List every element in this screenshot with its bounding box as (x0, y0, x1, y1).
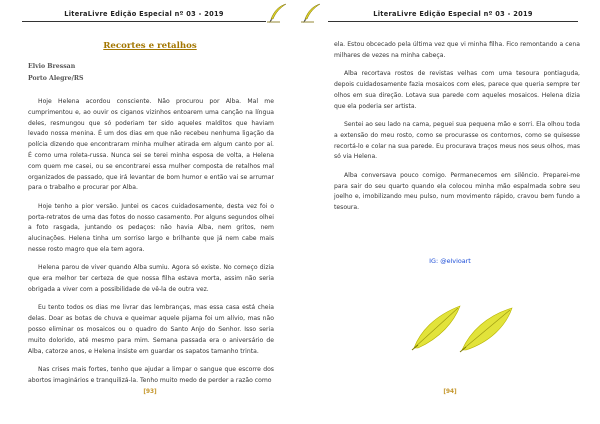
paragraph: Hoje Helena acordou consciente. Não procurou por Alba. Mal me cumprimentou e, ao ouvir os ciganos vizinhos entoarem uma canção na língua deles, resmungou que só poderiam ter sido aqueles malditos que haviam levado nossa menina. É um dos dias em que não recebeu nenhuma ligação da polícia dizendo que encontraram minha mulher atirada em algum canto por aí. É como uma roleta-russa. Nunca sei se terei minha esposa de volta, a Helena com quem me casei, ou se encontrarei essa mulher composta de retalhos mal organizados de passado, que irá levantar de bom humor e então vai se arrumar para o trabalho e procurar por Alba. (28, 98, 274, 192)
feather-icon (410, 302, 464, 352)
paragraph: Alba conversava pouco comigo. Permanecemos em silêncio. Preparei-me para sair do seu quarto quando ela colocou minha mão espalmada sobre seu joelho e, imobilizando meu pulso, num movimento rápido, cravou bem fundo a tesoura. (334, 171, 580, 212)
paragraph: Helena parou de viver quando Alba sumiu. Agora só existe. No começo dizia que era melhor ter certeza de que nossa filha estava morta, assim não seria obrigada a viver com a possibilidade de vê-la de outra vez. (28, 264, 274, 293)
feather-icon (458, 304, 516, 354)
header-title: LiteraLivre Edição Especial nº 03 - 2019 (373, 10, 533, 18)
header-rule (328, 21, 578, 22)
quill-pen-icon (300, 2, 322, 24)
right-page (300, 0, 600, 424)
paragraph: Eu tento todos os dias me livrar das lembranças, mas essa casa está cheia delas. Doar as botas de chuva e queimar aquele pijama foi um alívio, mas não posso eliminar os mosaicos ou o quadro do Santo Anjo do Senhor. Isso seria muito dolorido, até mesmo para mim. Semana passada era o aniversário de Alba, catorze anos, e Helena insiste em guardar os sapatos tamanho trinta. (28, 304, 274, 355)
header-rule (22, 21, 266, 22)
article-body-left (28, 97, 274, 394)
page-number: [94] (443, 389, 457, 395)
instagram-handle[interactable]: IG: @elvioart (429, 257, 471, 265)
paragraph: Hoje tenho a pior versão. Juntei os cacos cuidadosamente, desta vez foi o porta-retratos de uma das fotos do nosso casamento. Por alguns segundos olhei a foto rasgada, juntando os pedaços: não havia Alba, nem gritos, nem alucinações. Helena tinha um sorriso largo e brilhante que já nem cabe mais nesse rosto magro que ela tem agora. (28, 202, 274, 253)
header-title: LiteraLivre Edição Especial nº 03 - 2019 (64, 10, 224, 18)
paragraph: Sentei ao seu lado na cama, peguei sua pequena mão e sorri. Ela olhou toda a extensão do meu rosto, como se procurasse os contornos, como se quisesse recortá-lo e colar na sua parede. Eu procurava traços meus nos seus olhos, mas só via Helena. (334, 120, 580, 161)
page-header (328, 8, 578, 22)
paragraph: Nas crises mais fortes, tenho que ajudar a limpar o sangue que escorre dos abortos imaginários e tranquilizá-la. Tenho muito medo de perder a razão como (28, 365, 274, 384)
paragraph: ela. Estou obcecado pela última vez que vi minha filha. Fico remontando a cena milhares de vezes na minha cabeça. (334, 41, 580, 59)
author-name: Elvio Bressan (28, 63, 76, 70)
author-location: Porto Alegre/RS (28, 75, 84, 82)
paragraph: Alba recortava rostos de revistas velhas com uma tesoura pontiaguda, depois cuidadosamente fazia mosaicos com eles, parece que queria sempre ter olhos em sua direção. Lotava sua parede com aqueles mosaicos. Helena dizia que ela poderia ser artista. (334, 70, 580, 110)
quill-pen-icon (266, 2, 288, 24)
page-header (22, 8, 266, 22)
page-number: [93] (143, 389, 157, 395)
article-title: Recortes e retalhos (103, 41, 197, 51)
article-body-right (334, 40, 580, 222)
